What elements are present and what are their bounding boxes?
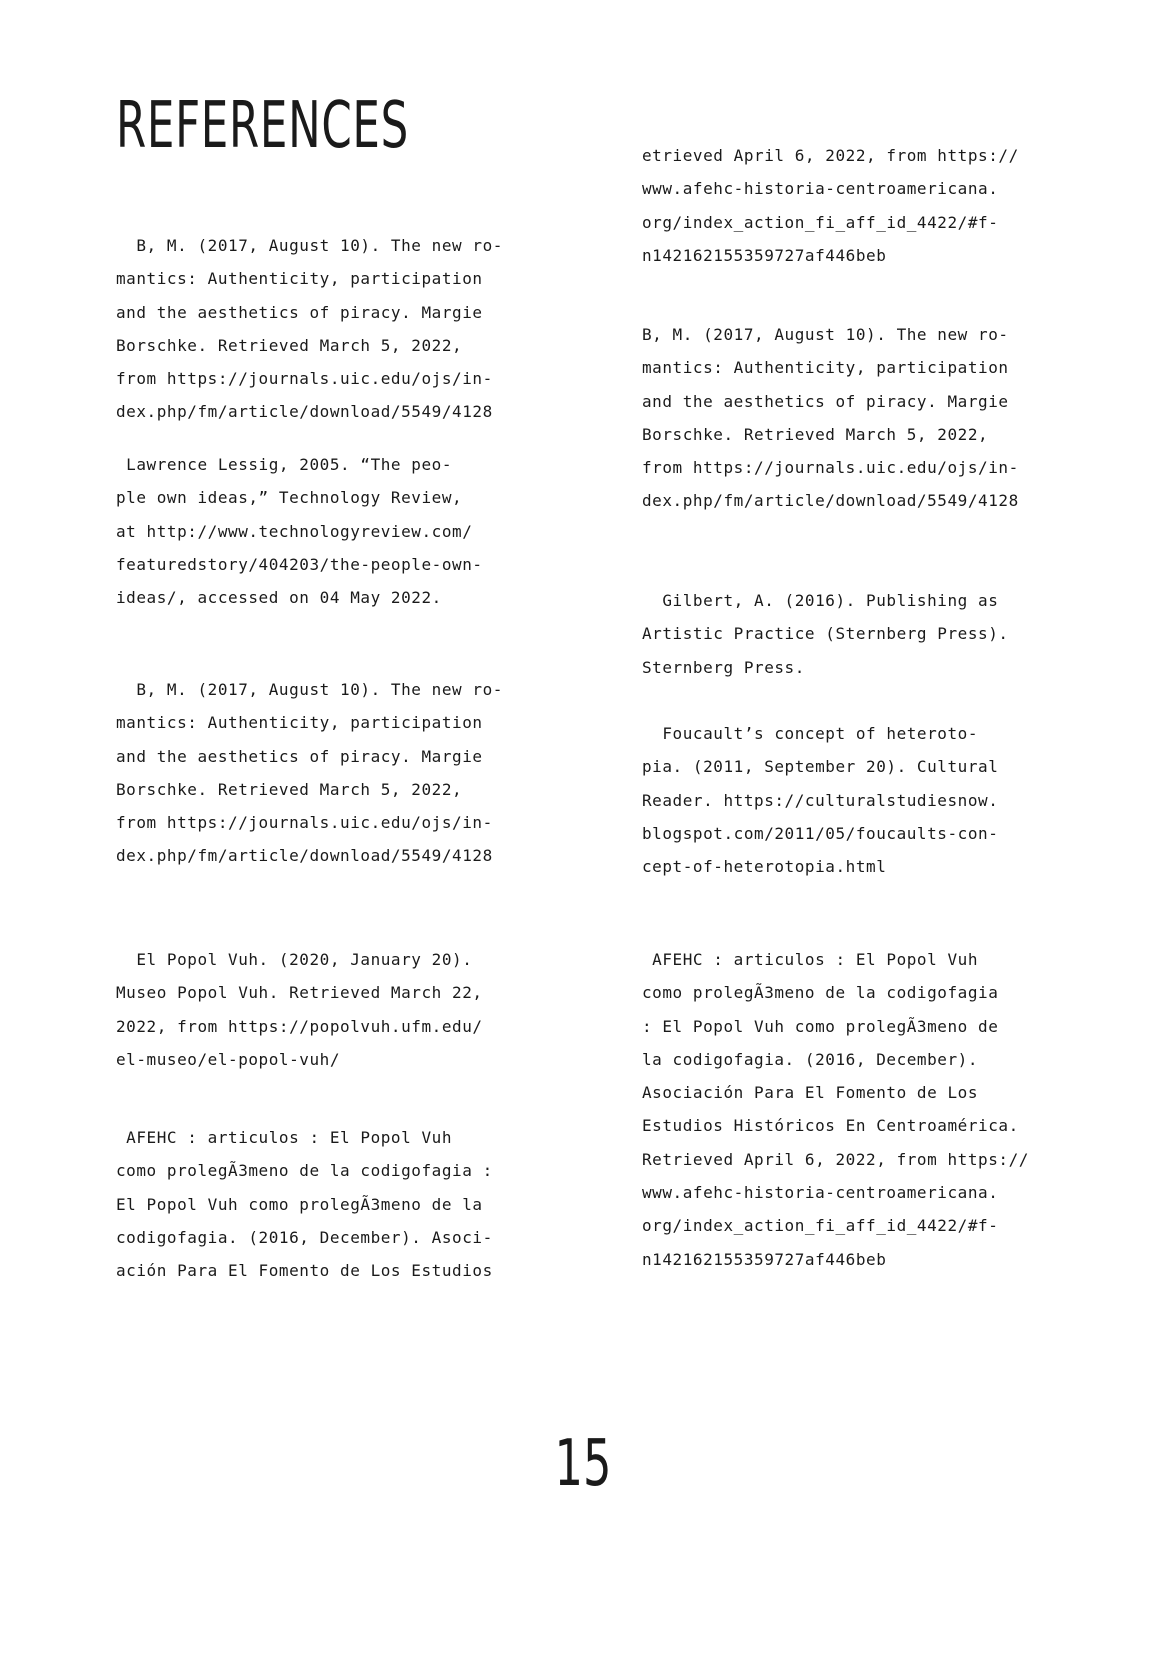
- reference-entry: B, M. (2017, August 10). The new ro- mantics: Authenticity, participation and the aesthetics of piracy. Margie Borschke. Retrieved March 5, 2022, from https://journals.uic.edu/ojs/in- dex.php/fm/article/download/5549/4128: [642, 325, 1019, 511]
- reference-entry: Lawrence Lessig, 2005. “The peo- ple own ideas,” Technology Review, at http://www.technologyreview.com/ featuredstory/404203/the-people-own- ideas/, accessed on 04 May 2022.: [116, 455, 483, 608]
- reference-entry: El Popol Vuh. (2020, January 20). Museo Popol Vuh. Retrieved March 22, 2022, from https://popolvuh.ufm.edu/ el-museo/el-popol-vuh/: [116, 950, 483, 1069]
- reference-entry: etrieved April 6, 2022, from https:// www.afehc-historia-centroamericana. org/index_action_fi_aff_id_4422/#f- n142162155359727af446beb: [642, 146, 1019, 265]
- page-title: REFERENCES: [116, 89, 409, 163]
- page-number: 15: [554, 1427, 612, 1501]
- reference-entry: B, M. (2017, August 10). The new ro- mantics: Authenticity, participation and the aesthetics of piracy. Margie Borschke. Retrieved March 5, 2022, from https://journals.uic.edu/ojs/in- dex.php/fm/article/download/5549/4128: [116, 236, 503, 422]
- reference-entry: AFEHC : articulos : El Popol Vuh como prolegÃ3meno de la codigofagia : El Popol Vuh como prolegÃ3meno de la codigofagia. (2016, December). Asoci- ación Para El Fomento de Los Estudios: [116, 1128, 493, 1281]
- reference-entry: B, M. (2017, August 10). The new ro- mantics: Authenticity, participation and the aesthetics of piracy. Margie Borschke. Retrieved March 5, 2022, from https://journals.uic.edu/ojs/in- dex.php/fm/article/download/5549/4128: [116, 680, 503, 866]
- reference-entry: Gilbert, A. (2016). Publishing as Artistic Practice (Sternberg Press). Sternberg Press.: [642, 591, 1009, 677]
- reference-entry: AFEHC : articulos : El Popol Vuh como prolegÃ3meno de la codigofagia : El Popol Vuh como prolegÃ3meno de la codigofagia. (2016, December). Asociación Para El Fomento de Los Estudios Históricos En Centroamérica. Retrieved April 6, 2022, from https:// www.afehc-historia-centroamericana. org/index_action_fi_aff_id_4422/#f- n142162155359727af446beb: [642, 950, 1029, 1269]
- reference-entry: Foucault’s concept of heteroto- pia. (2011, September 20). Cultural Reader. https://culturalstudiesnow. blogspot.com/2011/05/foucaults-con- cept-of-heterotopia.html: [642, 724, 999, 877]
